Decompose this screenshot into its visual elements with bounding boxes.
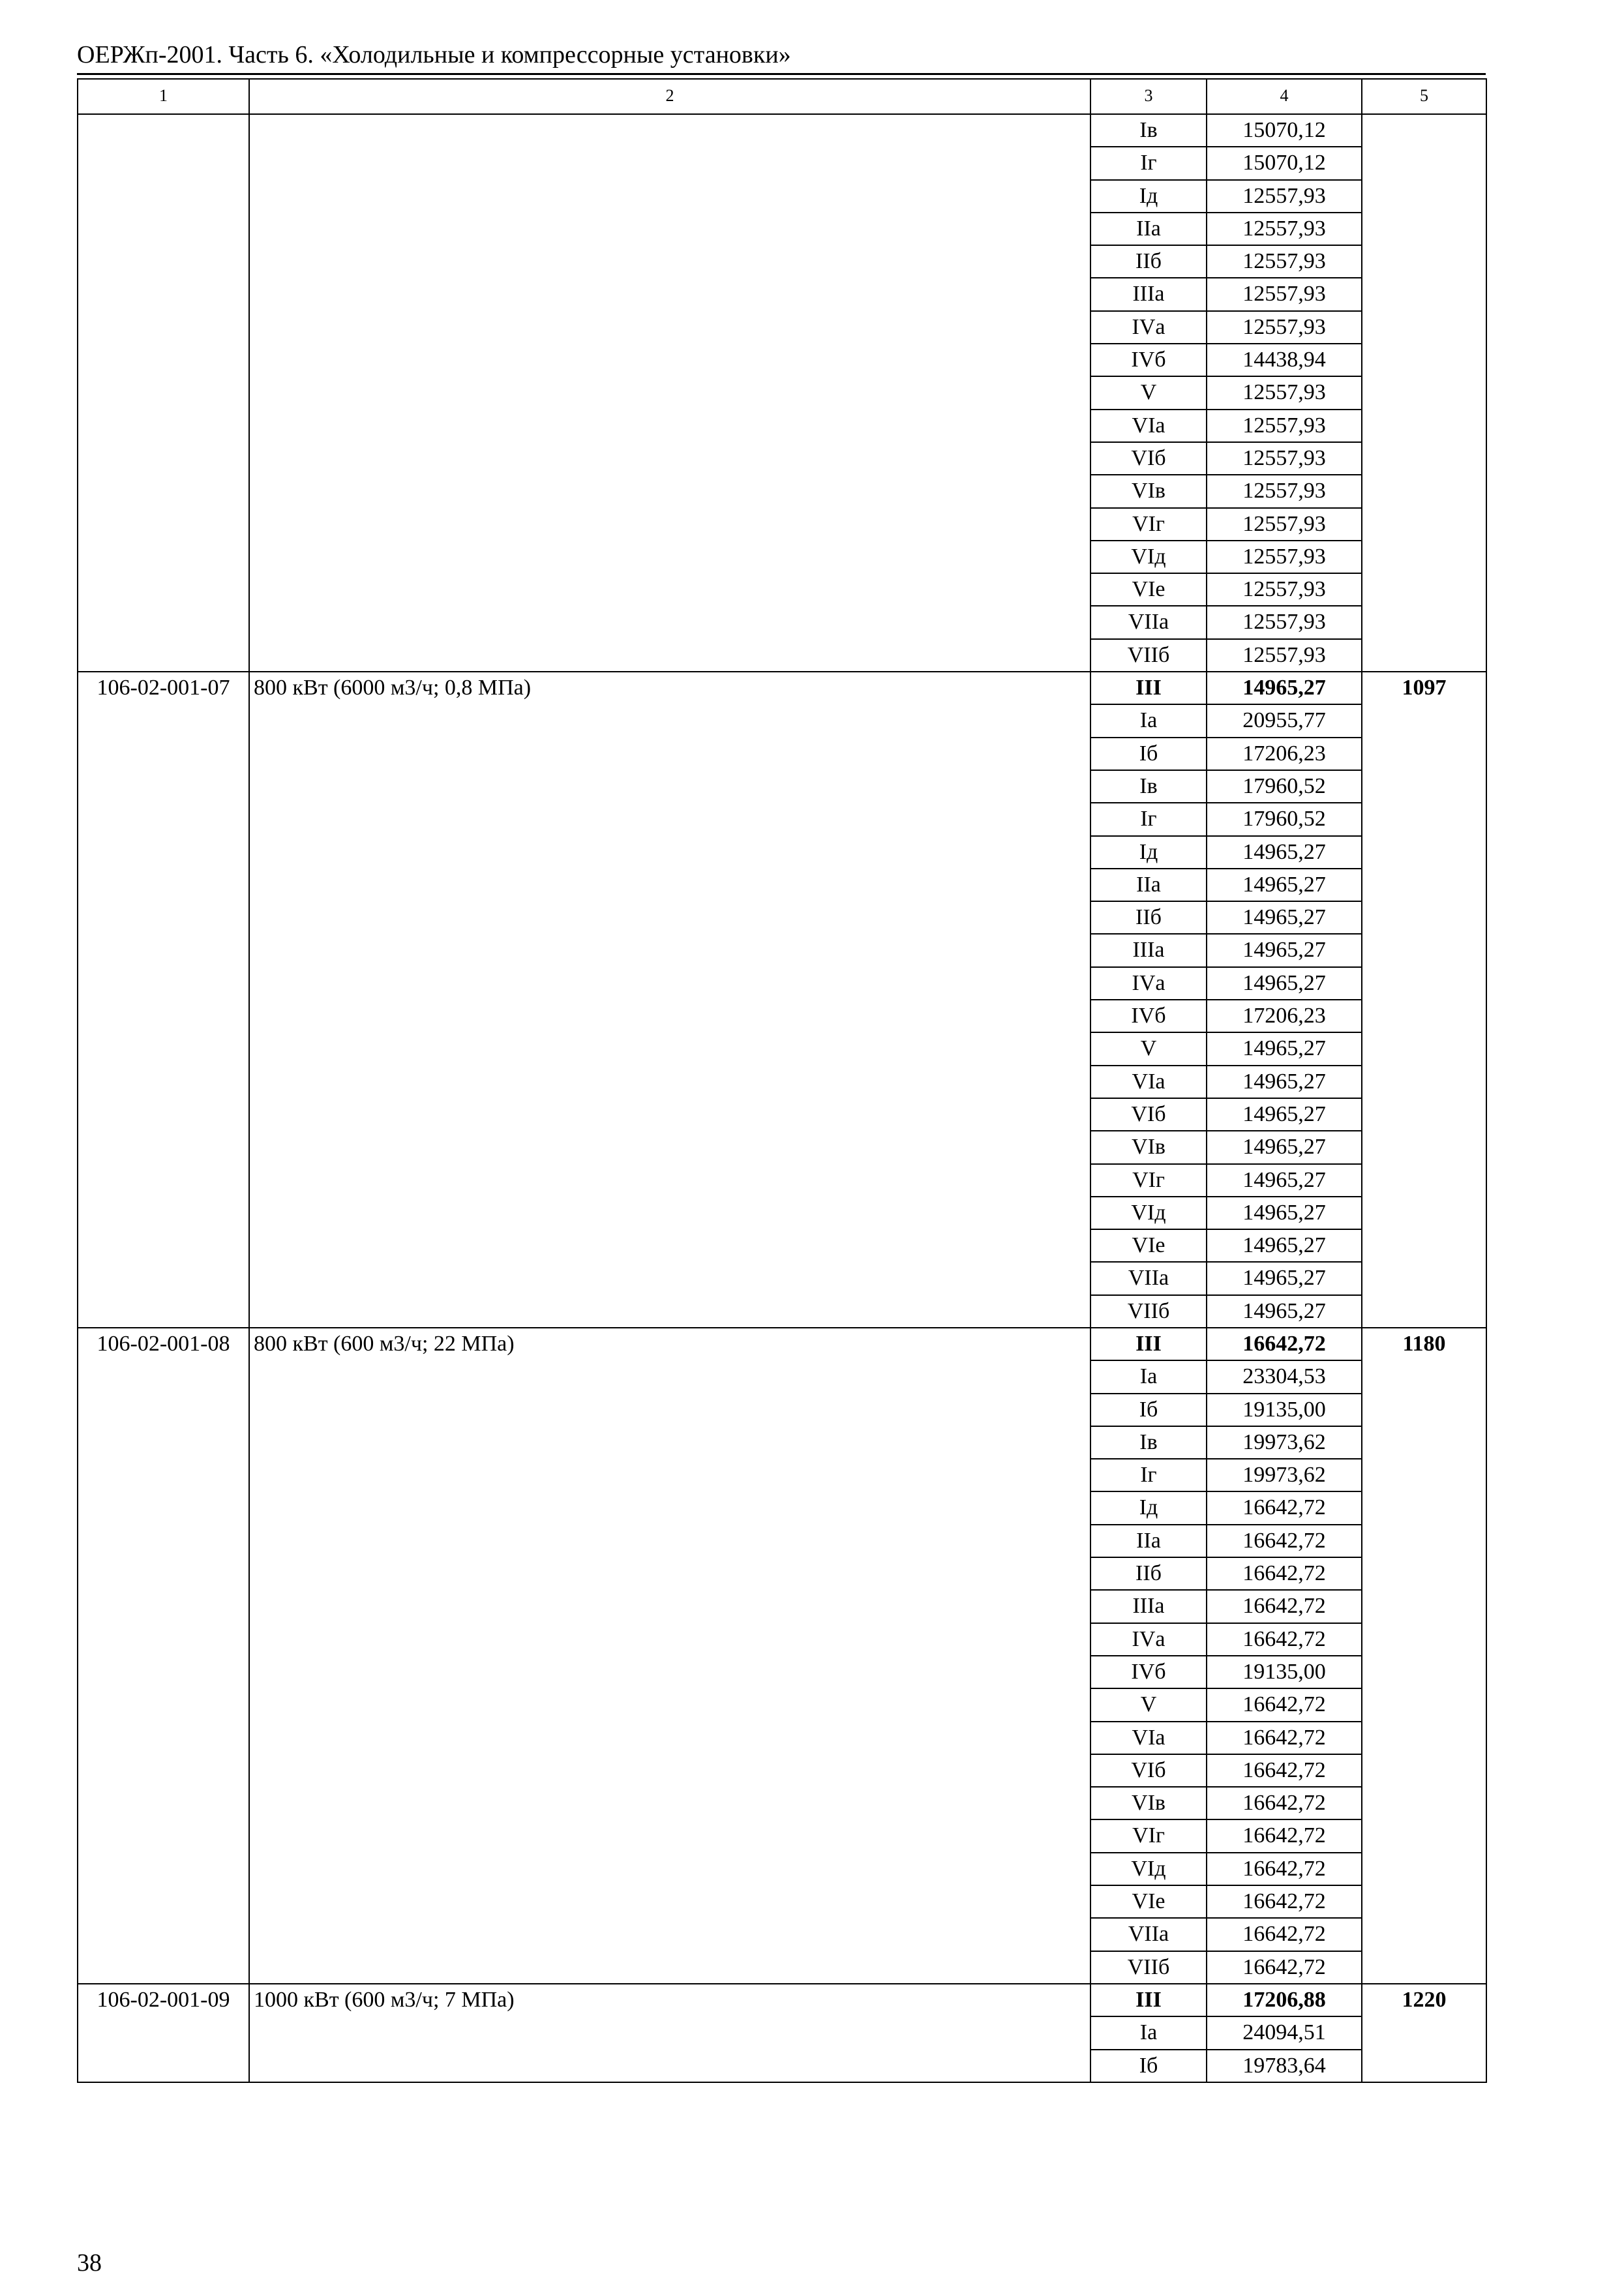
price-cell: 20955,77 bbox=[1207, 704, 1362, 737]
zone-cell: VIIа bbox=[1090, 1918, 1207, 1951]
price-cell: 16642,72 bbox=[1207, 1557, 1362, 1590]
price-cell: 12557,93 bbox=[1207, 508, 1362, 541]
zone-cell: VIе bbox=[1090, 573, 1207, 606]
column-number: 2 bbox=[249, 79, 1090, 114]
zone-cell: IIа bbox=[1090, 213, 1207, 245]
price-cell: 16642,72 bbox=[1207, 1491, 1362, 1524]
zone-cell: Iб bbox=[1090, 1394, 1207, 1426]
zone-cell: Iв bbox=[1090, 1426, 1207, 1459]
zone-cell: Iд bbox=[1090, 836, 1207, 869]
price-cell: 16642,72 bbox=[1207, 1623, 1362, 1656]
zone-cell: IIб bbox=[1090, 1557, 1207, 1590]
price-cell: 12557,93 bbox=[1207, 606, 1362, 638]
zone-cell: VIв bbox=[1090, 1131, 1207, 1163]
zone-cell: III bbox=[1090, 1328, 1207, 1360]
item-description: 1000 кВт (600 м3/ч; 7 МПа) bbox=[249, 1984, 1090, 2082]
price-cell: 14965,27 bbox=[1207, 1098, 1362, 1131]
column-number: 1 bbox=[78, 79, 249, 114]
item-code bbox=[78, 114, 249, 672]
zone-cell: VIб bbox=[1090, 1754, 1207, 1787]
price-cell: 12557,93 bbox=[1207, 442, 1362, 475]
price-cell: 19973,62 bbox=[1207, 1426, 1362, 1459]
zone-cell: VIд bbox=[1090, 541, 1207, 573]
price-cell: 16642,72 bbox=[1207, 1787, 1362, 1819]
price-cell: 12557,93 bbox=[1207, 311, 1362, 344]
zone-cell: V bbox=[1090, 376, 1207, 409]
zone-cell: Iв bbox=[1090, 114, 1207, 147]
price-cell: 14965,27 bbox=[1207, 1295, 1362, 1328]
table-row bbox=[78, 672, 1486, 704]
zone-cell: IVа bbox=[1090, 1623, 1207, 1656]
price-cell: 15070,12 bbox=[1207, 114, 1362, 147]
price-cell: 16642,72 bbox=[1207, 1688, 1362, 1721]
price-cell: 12557,93 bbox=[1207, 180, 1362, 213]
zone-cell: VIе bbox=[1090, 1885, 1207, 1918]
price-cell: 12557,93 bbox=[1207, 410, 1362, 442]
column-5-value bbox=[1362, 114, 1486, 672]
zone-cell: Iг bbox=[1090, 803, 1207, 835]
zone-cell: IVб bbox=[1090, 1656, 1207, 1688]
zone-cell: Iв bbox=[1090, 770, 1207, 803]
zone-cell: VIе bbox=[1090, 1229, 1207, 1262]
zone-cell: V bbox=[1090, 1688, 1207, 1721]
price-cell: 12557,93 bbox=[1207, 213, 1362, 245]
price-cell: 24094,51 bbox=[1207, 2016, 1362, 2049]
price-cell: 17206,88 bbox=[1207, 1984, 1362, 2016]
page-number: 38 bbox=[77, 2249, 102, 2277]
price-cell: 16642,72 bbox=[1207, 1722, 1362, 1754]
price-cell: 19783,64 bbox=[1207, 2050, 1362, 2082]
zone-cell: III bbox=[1090, 1984, 1207, 2016]
price-cell: 14438,94 bbox=[1207, 344, 1362, 376]
price-cell: 14965,27 bbox=[1207, 1197, 1362, 1229]
zone-cell: IIб bbox=[1090, 245, 1207, 278]
zone-cell: VIIа bbox=[1090, 1262, 1207, 1294]
price-cell: 14965,27 bbox=[1207, 934, 1362, 966]
price-cell: 16642,72 bbox=[1207, 1328, 1362, 1360]
zone-cell: VIд bbox=[1090, 1197, 1207, 1229]
price-cell: 17960,52 bbox=[1207, 803, 1362, 835]
zone-cell: VIв bbox=[1090, 1787, 1207, 1819]
column-5-value: 1180 bbox=[1362, 1328, 1486, 1984]
item-code: 106-02-001-09 bbox=[78, 1984, 249, 2082]
zone-cell: IVб bbox=[1090, 1000, 1207, 1032]
zone-cell: Iа bbox=[1090, 704, 1207, 737]
price-cell: 16642,72 bbox=[1207, 1525, 1362, 1557]
document-header: ОЕРЖп-2001. Часть 6. «Холодильные и компрессорные установки» bbox=[77, 41, 791, 68]
price-cell: 14965,27 bbox=[1207, 901, 1362, 934]
zone-cell: VIа bbox=[1090, 410, 1207, 442]
price-cell: 16642,72 bbox=[1207, 1819, 1362, 1852]
price-cell: 12557,93 bbox=[1207, 245, 1362, 278]
zone-cell: VIа bbox=[1090, 1722, 1207, 1754]
price-cell: 14965,27 bbox=[1207, 1131, 1362, 1163]
zone-cell: VIг bbox=[1090, 508, 1207, 541]
zone-cell: VIIб bbox=[1090, 1295, 1207, 1328]
price-cell: 14965,27 bbox=[1207, 1262, 1362, 1294]
zone-cell: VIг bbox=[1090, 1819, 1207, 1852]
price-cell: 16642,72 bbox=[1207, 1853, 1362, 1885]
zone-cell: Iг bbox=[1090, 1459, 1207, 1491]
item-code: 106-02-001-08 bbox=[78, 1328, 249, 1984]
zone-cell: VIг bbox=[1090, 1164, 1207, 1197]
price-cell: 17960,52 bbox=[1207, 770, 1362, 803]
price-cell: 14965,27 bbox=[1207, 1164, 1362, 1197]
price-cell: 16642,72 bbox=[1207, 1885, 1362, 1918]
price-cell: 19135,00 bbox=[1207, 1656, 1362, 1688]
zone-cell: IVа bbox=[1090, 967, 1207, 1000]
column-number-row bbox=[78, 79, 1486, 114]
zone-cell: Iд bbox=[1090, 180, 1207, 213]
price-cell: 14965,27 bbox=[1207, 1032, 1362, 1065]
zone-cell: VIIб bbox=[1090, 1951, 1207, 1984]
price-cell: 14965,27 bbox=[1207, 836, 1362, 869]
zone-cell: VIIа bbox=[1090, 606, 1207, 638]
zone-cell: VIв bbox=[1090, 475, 1207, 507]
item-description: 800 кВт (600 м3/ч; 22 МПа) bbox=[249, 1328, 1090, 1984]
price-cell: 12557,93 bbox=[1207, 278, 1362, 310]
price-cell: 14965,27 bbox=[1207, 967, 1362, 1000]
price-cell: 12557,93 bbox=[1207, 376, 1362, 409]
zone-cell: VIб bbox=[1090, 442, 1207, 475]
zone-cell: IIIа bbox=[1090, 1590, 1207, 1623]
price-cell: 12557,93 bbox=[1207, 541, 1362, 573]
header-rule bbox=[77, 73, 1486, 75]
zone-cell: VIа bbox=[1090, 1066, 1207, 1098]
price-cell: 17206,23 bbox=[1207, 1000, 1362, 1032]
price-cell: 16642,72 bbox=[1207, 1918, 1362, 1951]
zone-cell: Iг bbox=[1090, 147, 1207, 179]
price-cell: 23304,53 bbox=[1207, 1360, 1362, 1393]
zone-cell: IIIа bbox=[1090, 278, 1207, 310]
zone-cell: V bbox=[1090, 1032, 1207, 1065]
zone-cell: Iб bbox=[1090, 2050, 1207, 2082]
price-cell: 16642,72 bbox=[1207, 1754, 1362, 1787]
zone-cell: Iд bbox=[1090, 1491, 1207, 1524]
table-row bbox=[78, 114, 1486, 147]
column-number: 5 bbox=[1362, 79, 1486, 114]
zone-cell: Iа bbox=[1090, 1360, 1207, 1393]
column-number: 4 bbox=[1207, 79, 1362, 114]
table-row bbox=[78, 1328, 1486, 1360]
price-cell: 12557,93 bbox=[1207, 475, 1362, 507]
zone-cell: VIб bbox=[1090, 1098, 1207, 1131]
price-cell: 16642,72 bbox=[1207, 1951, 1362, 1984]
item-code: 106-02-001-07 bbox=[78, 672, 249, 1328]
table-row bbox=[78, 1984, 1486, 2016]
zone-cell: III bbox=[1090, 672, 1207, 704]
zone-cell: VIIб bbox=[1090, 639, 1207, 672]
price-cell: 15070,12 bbox=[1207, 147, 1362, 179]
column-number: 3 bbox=[1090, 79, 1207, 114]
zone-cell: Iа bbox=[1090, 2016, 1207, 2049]
zone-cell: IVа bbox=[1090, 311, 1207, 344]
price-cell: 14965,27 bbox=[1207, 1229, 1362, 1262]
zone-cell: VIд bbox=[1090, 1853, 1207, 1885]
price-cell: 14965,27 bbox=[1207, 869, 1362, 901]
zone-cell: Iб bbox=[1090, 738, 1207, 770]
column-5-value: 1097 bbox=[1362, 672, 1486, 1328]
price-cell: 16642,72 bbox=[1207, 1590, 1362, 1623]
column-5-value: 1220 bbox=[1362, 1984, 1486, 2082]
price-cell: 12557,93 bbox=[1207, 639, 1362, 672]
zone-cell: IIа bbox=[1090, 869, 1207, 901]
item-description: 800 кВт (6000 м3/ч; 0,8 МПа) bbox=[249, 672, 1090, 1328]
price-cell: 19135,00 bbox=[1207, 1394, 1362, 1426]
zone-cell: IVб bbox=[1090, 344, 1207, 376]
price-cell: 19973,62 bbox=[1207, 1459, 1362, 1491]
item-description bbox=[249, 114, 1090, 672]
price-cell: 14965,27 bbox=[1207, 672, 1362, 704]
zone-cell: IIб bbox=[1090, 901, 1207, 934]
price-cell: 14965,27 bbox=[1207, 1066, 1362, 1098]
price-cell: 12557,93 bbox=[1207, 573, 1362, 606]
zone-cell: IIа bbox=[1090, 1525, 1207, 1557]
price-table bbox=[77, 78, 1487, 2083]
price-cell: 17206,23 bbox=[1207, 738, 1362, 770]
zone-cell: IIIа bbox=[1090, 934, 1207, 966]
